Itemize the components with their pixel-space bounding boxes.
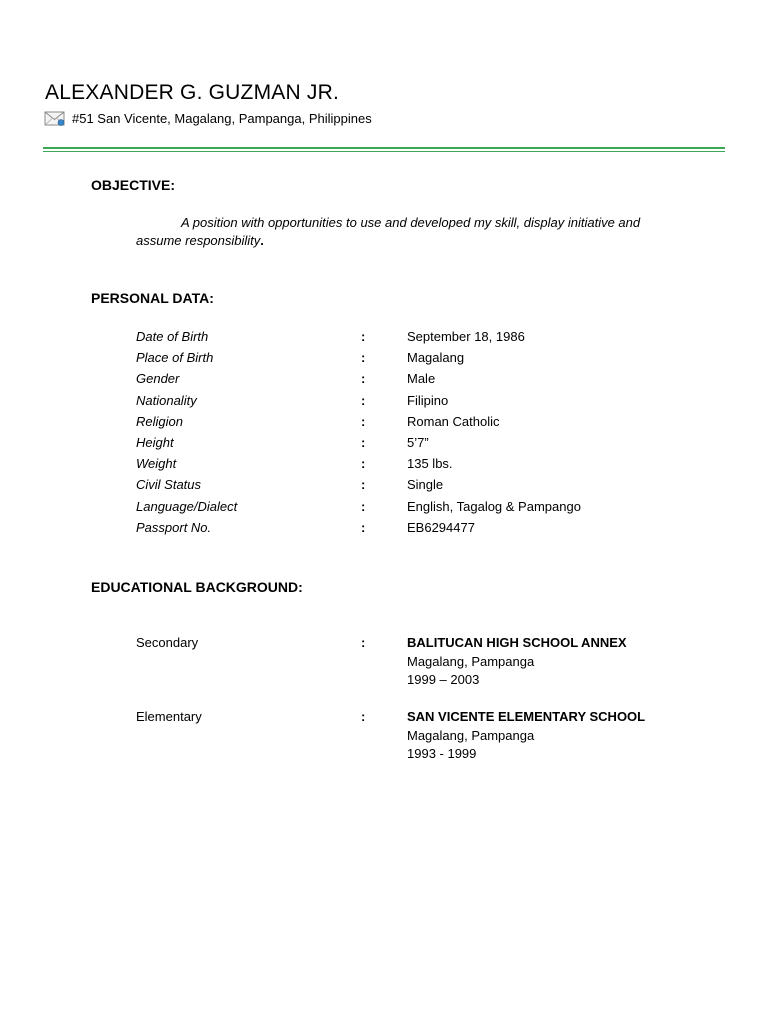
row-separator: : [361,434,366,450]
school-location: Magalang, Pampanga [407,727,535,743]
row-label: Nationality [136,392,197,408]
objective-text [136,214,656,250]
row-label: Weight [136,456,177,472]
row-value: Filipino [407,392,449,408]
row-separator: : [361,477,366,493]
personal-data-row [136,432,696,453]
personal-data-row [136,347,696,368]
row-separator: : [361,371,366,387]
school-name: BALITUCAN HIGH SCHOOL ANNEX [407,635,627,650]
row-label: Language/Dialect [136,498,238,514]
personal-data-row [136,517,696,538]
row-separator: : [361,519,366,535]
education-level: Elementary [136,709,202,724]
row-label: Place of Birth [136,350,214,366]
row-value: 135 lbs. [407,456,453,472]
personal-data-row [136,453,696,474]
personal-data-row [136,390,696,411]
row-value: September 18, 1986 [407,329,525,344]
personal-data-table [136,326,696,538]
personal-data-row [136,496,696,517]
row-separator: : [361,329,366,344]
education-entry-secondary [136,634,696,694]
school-name: SAN VICENTE ELEMENTARY SCHOOL [407,709,646,724]
row-label: Passport No. [136,519,212,535]
applicant-name: ALEXANDER G. GUZMAN JR. [45,81,339,104]
row-value: Magalang [407,350,465,366]
header-divider-thin [43,151,725,152]
address-text: #51 San Vicente, Magalang, Pampanga, Philippines [72,110,372,126]
row-value: EB6294477 [407,519,475,535]
row-separator: : [361,413,366,429]
row-value: English, Tagalog & Pampango [407,498,581,514]
objective-heading: OBJECTIVE: [91,177,176,193]
personal-data-row [136,411,696,432]
row-value: 5’7” [407,434,429,450]
row-value: Male [407,371,436,387]
objective-end: . [260,233,264,248]
row-label: Height [136,434,174,450]
row-label: Civil Status [136,477,202,493]
education-heading: EDUCATIONAL BACKGROUND: [91,579,303,595]
school-years: 1993 - 1999 [407,746,477,761]
education-level: Secondary [136,635,199,650]
row-label: Gender [136,371,180,387]
row-label: Religion [136,413,183,429]
row-separator: : [361,350,366,366]
header-divider [43,147,725,149]
education-separator: : [361,635,366,650]
row-label: Date of Birth [136,329,209,344]
row-value: Roman Catholic [407,413,500,429]
personal-data-heading: PERSONAL DATA: [91,290,214,306]
education-details [407,708,645,764]
row-separator: : [361,392,366,408]
school-location: Magalang, Pampanga [407,653,535,669]
row-separator: : [361,498,366,514]
school-years: 1999 – 2003 [407,672,480,687]
address-line [44,108,372,128]
education-details [407,634,627,690]
row-value: Single [407,477,444,493]
personal-data-row [136,368,696,389]
objective-body: A position with opportunities to use and developed my skill, display initiative and assume responsibility [136,215,641,248]
education-entry-elementary [136,708,696,768]
personal-data-row [136,474,696,495]
envelope-icon [44,109,66,127]
row-separator: : [361,456,366,472]
education-separator: : [361,709,366,724]
personal-data-row [136,326,696,347]
